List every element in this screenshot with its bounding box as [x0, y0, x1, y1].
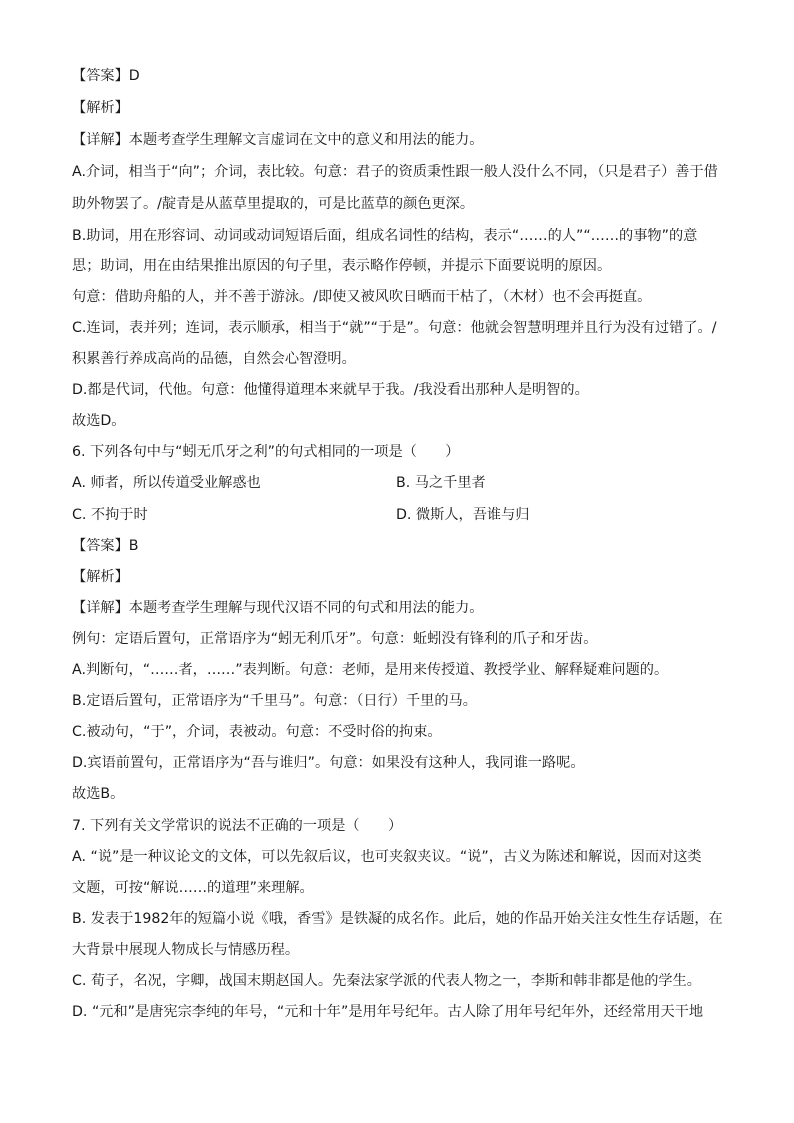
- text-line: D.宾语前置句，正常语序为“吾与谁归”。句意：如果没有这种人，我同谁一路呢。: [72, 755, 585, 771]
- question-7: 7. 下列有关文学常识的说法不正确的一项是（ ）: [72, 818, 403, 834]
- q7-option-b-cont: 大背景中展现人物成长与情感历程。: [72, 942, 300, 958]
- q6-option-c: C. 不拘于时: [72, 507, 148, 523]
- text-line: 故选B。: [72, 786, 125, 802]
- text-line: C.连词，表并列；连词，表示顺承，相当于“就”“于是”。句意：他就会智慧明理并且行为没有过错了。/: [72, 320, 717, 336]
- answer-line: 【答案】D: [72, 68, 140, 84]
- q6-option-d: D. 微斯人，吾谁与归: [396, 507, 530, 523]
- text-line: 例句：定语后置句，正常语序为“蚓无利爪牙”。句意：蚯蚓没有锋利的爪子和牙齿。: [72, 631, 598, 647]
- explanation-line: 【详解】本题考查学生理解与现代汉语不同的句式和用法的能力。: [72, 600, 484, 616]
- text-line: A.介词，相当于“向”；介词，表比较。句意：君子的资质秉性跟一般人没什么不同，（只是君子）善于借: [72, 164, 718, 180]
- explanation-line: 【详解】本题考查学生理解文言虚词在文中的意义和用法的能力。: [72, 132, 484, 148]
- text-line: 助外物罢了。/靛青是从蓝草里提取的，可是比蓝草的颜色更深。: [72, 196, 475, 212]
- text-line: 思；助词，用在由结果推出原因的句子里，表示略作停顿，并提示下面要说明的原因。: [72, 258, 612, 274]
- analysis-heading: 【解析】: [72, 100, 129, 116]
- text-line: B.定语后置句，正常语序为“千里马”。句意：（日行）千里的马。: [72, 693, 477, 709]
- text-line: A.判断句，“……者，……”表判断。句意：老师，是用来传授道、教授学业、解释疑难问题的。: [72, 662, 669, 678]
- q7-option-a: A. “说”是一种议论文的文体，可以先叙后议，也可夹叙夹议。“说”，古义为陈述和解说，因而对这类: [72, 849, 702, 865]
- q6-option-b: B. 马之千里者: [396, 475, 486, 491]
- q7-option-c: C. 荀子，名况，字卿，战国末期赵国人。先秦法家学派的代表人物之一，李斯和韩非都是他的学生。: [72, 973, 701, 989]
- text-line: 故选D。: [72, 413, 126, 429]
- q7-option-b: B. 发表于1982年的短篇小说《哦，香雪》是铁凝的成名作。此后，她的作品开始关注女性生存话题，在: [72, 911, 723, 927]
- text-line: B.助词，用在形容词、动词或动词短语后面，组成名词性的结构，表示“……的人”“……的事物”的意: [72, 228, 698, 244]
- text-line: C.被动句，“于”，介词，表被动。句意：不受时俗的拘束。: [72, 724, 442, 740]
- text-line: D.都是代词，代他。句意：他懂得道理本来就早于我。/我没看出那种人是明智的。: [72, 382, 589, 398]
- text-line: 句意：借助舟船的人，并不善于游泳。/即使又被风吹日晒而干枯了，（木材）也不会再挺直。: [72, 289, 652, 305]
- text-line: 积累善行养成高尚的品德，自然会心智澄明。: [72, 351, 356, 367]
- answer-line: 【答案】B: [72, 538, 139, 554]
- q7-option-d: D. “元和”是唐宪宗李纯的年号，“元和十年”是用年号纪年。古人除了用年号纪年外，还经常用天干地: [72, 1004, 704, 1020]
- q6-option-a: A. 师者，所以传道受业解惑也: [72, 475, 261, 491]
- analysis-heading: 【解析】: [72, 569, 129, 585]
- question-6: 6. 下列各句中与“蚓无爪牙之利”的句式相同的一项是（ ）: [72, 444, 460, 460]
- q7-option-a-cont: 文题，可按“解说……的道理”来理解。: [72, 880, 314, 896]
